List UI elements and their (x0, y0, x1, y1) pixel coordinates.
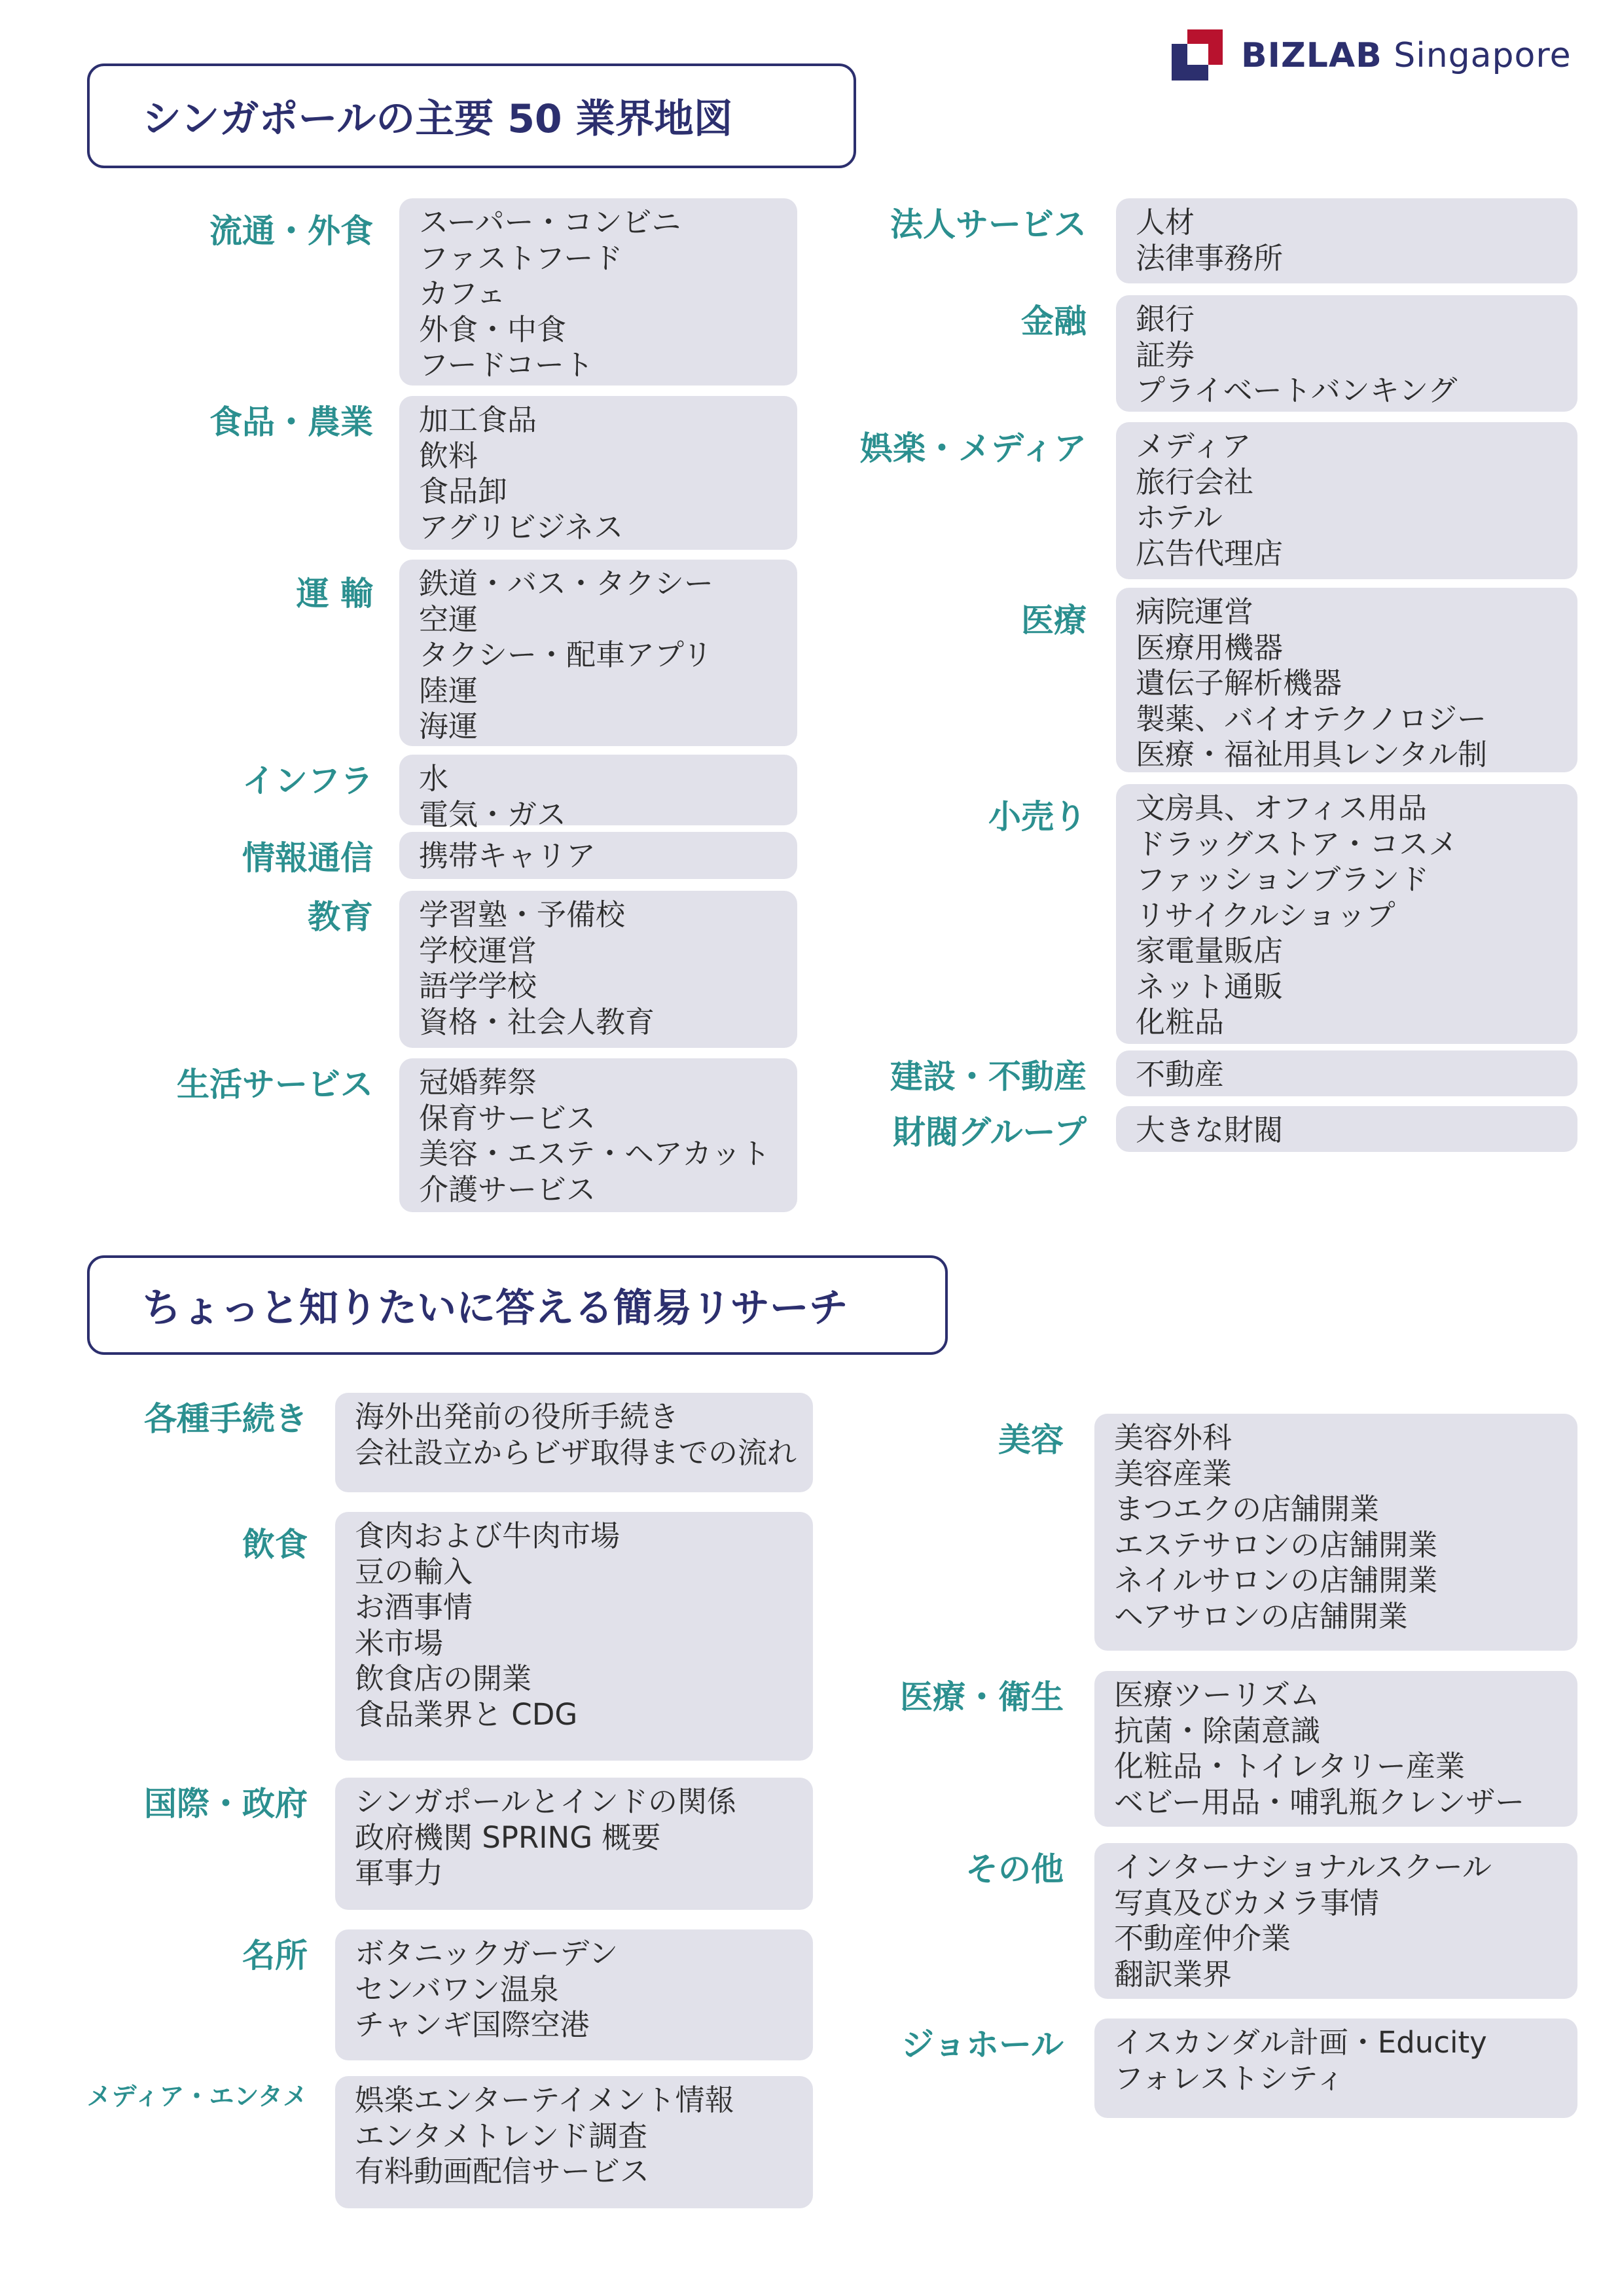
category-item-box (399, 1058, 797, 1212)
category-item-box (335, 1778, 813, 1910)
list-item: 政府機関 SPRING 概要 (355, 1820, 661, 1855)
list-item: リサイクルショップ (1136, 897, 1395, 933)
category-item-box (1116, 295, 1577, 412)
category-item-box (1116, 1050, 1577, 1096)
logo-brand-bold: BIZLAB (1241, 36, 1382, 75)
list-item: 医療用機器 (1136, 630, 1284, 665)
category-label: メディア・エンタメ (86, 2082, 308, 2111)
list-item: 美容外科 (1114, 1420, 1233, 1455)
category-label: 飲食 (242, 1526, 308, 1564)
list-item: 病院運営 (1136, 594, 1254, 629)
list-item: 海運 (419, 709, 478, 744)
list-item: 空運 (419, 601, 478, 637)
list-item: 医療・福祉用具レンタル制 (1136, 737, 1488, 772)
list-item: イスカンダル計画・Educity (1114, 2025, 1487, 2060)
category-item-box (1116, 784, 1577, 1044)
list-item: タクシー・配車アプリ (419, 637, 713, 672)
bizlab-logo (1172, 26, 1572, 85)
category-item-box (1094, 1671, 1577, 1827)
category-label: 生活サービス (177, 1066, 373, 1103)
category-label: 法人サービス (890, 206, 1087, 243)
list-item: 携帯キャリア (419, 838, 596, 873)
list-item: ボタニックガーデン (355, 1936, 619, 1971)
category-item-box (399, 560, 797, 746)
list-item: 美容産業 (1114, 1456, 1233, 1491)
list-item: 介護サービス (419, 1172, 596, 1207)
category-item-box (399, 198, 797, 386)
category-label: 名所 (242, 1937, 308, 1975)
category-label: 食品・農業 (209, 403, 373, 441)
list-item: 電気・ガス (419, 797, 567, 832)
list-item: スーパー・コンビニ (419, 205, 681, 240)
list-item: 写真及びカメラ事情 (1114, 1885, 1380, 1920)
category-item-box (335, 2076, 813, 2208)
list-item: 食肉および牛肉市場 (355, 1518, 621, 1553)
list-item: ドラッグストア・コスメ (1136, 826, 1458, 861)
category-item-box (1116, 422, 1577, 579)
category-item-box (1116, 588, 1577, 772)
category-label: 金融 (1021, 302, 1087, 340)
list-item: 遺伝子解析機器 (1136, 666, 1342, 700)
list-item: 文房具、オフィス用品 (1136, 791, 1428, 825)
category-item-box (399, 832, 797, 879)
list-item: ホテル (1136, 500, 1223, 535)
list-item: 有料動画配信サービス (355, 2154, 650, 2189)
category-label: 医療・衛生 (900, 1678, 1064, 1716)
category-item-box (399, 396, 797, 550)
category-label: 医療 (1021, 601, 1087, 639)
category-item-box (335, 1512, 813, 1761)
bizlab-logo-icon (1172, 29, 1224, 82)
list-item: 外食・中食 (419, 312, 567, 347)
list-item: 食品卸 (419, 474, 508, 509)
category-label: 美容 (998, 1421, 1064, 1459)
list-item: 人材 (1136, 205, 1195, 240)
category-item-box (1094, 2018, 1577, 2118)
section2-title: ちょっと知りたいに答える簡易リサーチ (87, 1255, 948, 1355)
list-item: 法律事務所 (1136, 240, 1284, 276)
list-item: 語学学校 (419, 969, 537, 1003)
category-item-box (399, 891, 797, 1048)
list-item: カフェ (419, 276, 506, 311)
category-label: 娯楽・メディア (860, 429, 1087, 467)
list-item: 製薬、バイオテクノロジー (1136, 701, 1486, 736)
category-label: 小売り (988, 798, 1087, 836)
list-item: 保育サービス (419, 1100, 596, 1136)
list-item: 学習塾・予備校 (419, 897, 626, 932)
list-item: 資格・社会人教育 (419, 1004, 655, 1039)
list-item: 食品業界と CDG (355, 1696, 578, 1732)
category-item-box (399, 755, 797, 832)
list-item: チャンギ国際空港 (355, 2007, 590, 2042)
list-item: 冠婚葬祭 (419, 1065, 537, 1100)
list-item: ベビー用品・哺乳瓶クレンザー (1114, 1784, 1525, 1820)
list-item: まつエクの店舗開業 (1114, 1492, 1380, 1526)
category-label: その他 (965, 1850, 1064, 1888)
list-item: ヘアサロンの店舗開業 (1114, 1598, 1408, 1634)
category-label: 情報通信 (242, 839, 373, 877)
category-label: 流通・外食 (209, 212, 373, 250)
list-item: 豆の輸入 (355, 1554, 473, 1589)
list-item: エンタメトレンド調査 (355, 2118, 648, 2153)
list-item: 化粧品 (1136, 1005, 1225, 1039)
category-label: 運 輸 (296, 575, 373, 613)
category-label: ジョホール (901, 2026, 1064, 2064)
list-item: プライベートバンキング (1136, 373, 1458, 408)
list-item: 飲料 (419, 438, 478, 473)
category-label: 国際・政府 (144, 1785, 308, 1823)
list-item: 旅行会社 (1136, 464, 1254, 499)
list-item: メディア (1136, 429, 1251, 463)
list-item: 翻訳業界 (1114, 1956, 1233, 1992)
list-item: お酒事情 (355, 1590, 473, 1624)
list-item: センバワン温泉 (355, 1971, 559, 2007)
list-item: 加工食品 (419, 403, 537, 437)
category-label: 財閥グループ (893, 1113, 1087, 1151)
list-item: 医療ツーリズム (1114, 1677, 1320, 1712)
list-item: フードコート (419, 348, 594, 382)
list-item: 娯楽エンターテイメント情報 (355, 2083, 734, 2117)
list-item: 証券 (1136, 337, 1195, 372)
list-item: フォレストシティ (1114, 2060, 1345, 2096)
list-item: 抗菌・除菌意識 (1114, 1713, 1321, 1748)
list-item: 水 (419, 761, 449, 796)
category-item-box (335, 1393, 813, 1492)
section1-title: シンガポールの主要 50 業界地図 (87, 63, 856, 168)
category-label: 各種手続き (144, 1400, 308, 1438)
list-item: 不動産仲介業 (1114, 1921, 1291, 1956)
list-item: インターナショナルスクール (1114, 1850, 1492, 1884)
list-item: シンガポールとインドの関係 (355, 1784, 736, 1819)
logo-text (1241, 36, 1572, 75)
list-item: 美容・エステ・ヘアカット (419, 1136, 770, 1171)
category-label: 建設・不動産 (890, 1058, 1087, 1096)
category-label: 教育 (308, 898, 373, 936)
list-item: ファッションブランド (1136, 862, 1430, 897)
list-item: 化粧品・トイレタリー産業 (1114, 1749, 1465, 1784)
category-item-box (1116, 198, 1577, 283)
list-item: 飲食店の開業 (355, 1661, 532, 1696)
list-item: 米市場 (355, 1625, 444, 1660)
category-item-box (335, 1929, 813, 2060)
list-item: 大きな財閥 (1136, 1113, 1284, 1147)
list-item: 銀行 (1136, 302, 1195, 336)
list-item: 海外出発前の役所手続き (355, 1399, 679, 1434)
category-item-box (1094, 1843, 1577, 1999)
category-label: インフラ (242, 762, 373, 800)
category-item-box (1094, 1414, 1577, 1651)
category-item-box (1116, 1106, 1577, 1152)
list-item: 鉄道・バス・タクシー (419, 566, 714, 601)
list-item: 広告代理店 (1136, 535, 1284, 571)
list-item: アグリビジネス (419, 509, 624, 545)
list-item: ファストフード (419, 240, 623, 276)
list-item: エステサロンの店舗開業 (1114, 1527, 1438, 1562)
list-item: 不動産 (1136, 1057, 1225, 1092)
list-item: 学校運営 (419, 933, 537, 968)
list-item: ネット通販 (1136, 969, 1284, 1004)
logo-brand-light: Singapore (1394, 36, 1572, 75)
list-item: ネイルサロンの店舗開業 (1114, 1563, 1438, 1598)
list-item: 陸運 (419, 673, 478, 708)
list-item: 会社設立からビザ取得までの流れ (355, 1435, 797, 1470)
list-item: 軍事力 (355, 1856, 444, 1890)
list-item: 家電量販店 (1136, 933, 1284, 968)
